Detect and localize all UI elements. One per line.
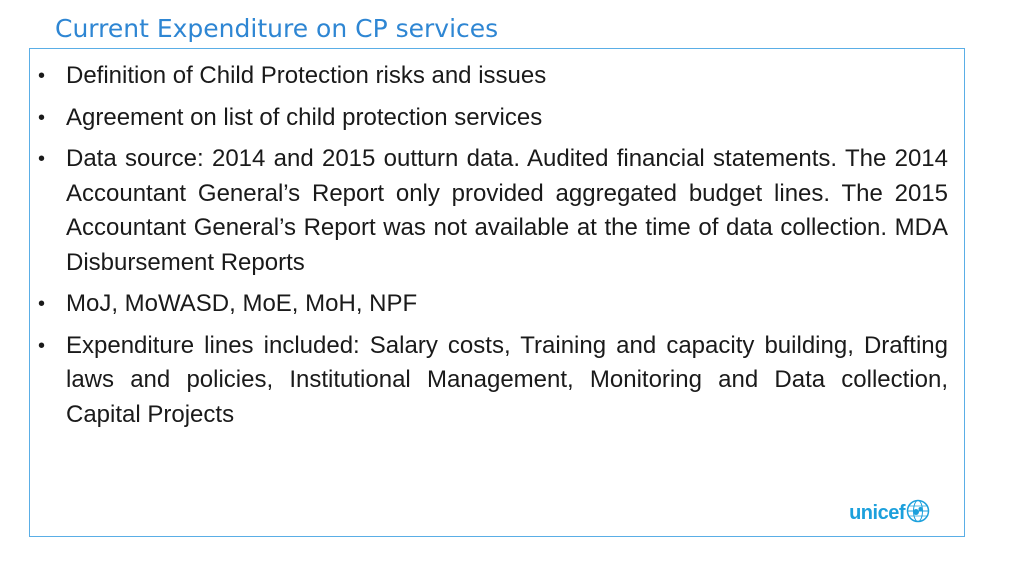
bullet-item xyxy=(38,329,948,433)
bullet-text: MoJ, MoWASD, MoE, MoH, NPF xyxy=(66,290,418,317)
bullet-item xyxy=(38,287,948,322)
bullet-item xyxy=(38,142,948,280)
bullet-text: Definition of Child Protection risks and issues xyxy=(66,62,547,89)
bullet-list xyxy=(38,59,948,439)
bullet-icon: • xyxy=(38,334,46,357)
slide-title: Current Expenditure on CP services xyxy=(55,14,499,43)
bullet-item xyxy=(38,101,948,136)
bullet-icon: • xyxy=(38,293,46,315)
unicef-logo xyxy=(849,499,930,528)
bullet-text: Expenditure lines included: Salary costs, Training and capacity building, Drafting laws and policies, Institutional Management, Monitoring and Data collection, Capital Projects xyxy=(66,331,948,428)
content-box xyxy=(29,48,965,537)
bullet-item xyxy=(38,59,948,94)
bullet-icon: • xyxy=(38,106,46,129)
bullet-icon: • xyxy=(38,65,46,87)
bullet-text: Agreement on list of child protection services xyxy=(66,103,543,131)
bullet-icon: • xyxy=(38,148,46,170)
unicef-logo-text: unicef xyxy=(849,502,905,524)
bullet-text: Data source: 2014 and 2015 outturn data. Audited financial statements. The 2014 Accountant General’s Report only provided aggregated budget lines. The 2015 Accountant General’s Report was not available at the time of data collection. MDA Disbursement Reports xyxy=(66,145,948,276)
unicef-emblem-icon xyxy=(906,499,930,528)
